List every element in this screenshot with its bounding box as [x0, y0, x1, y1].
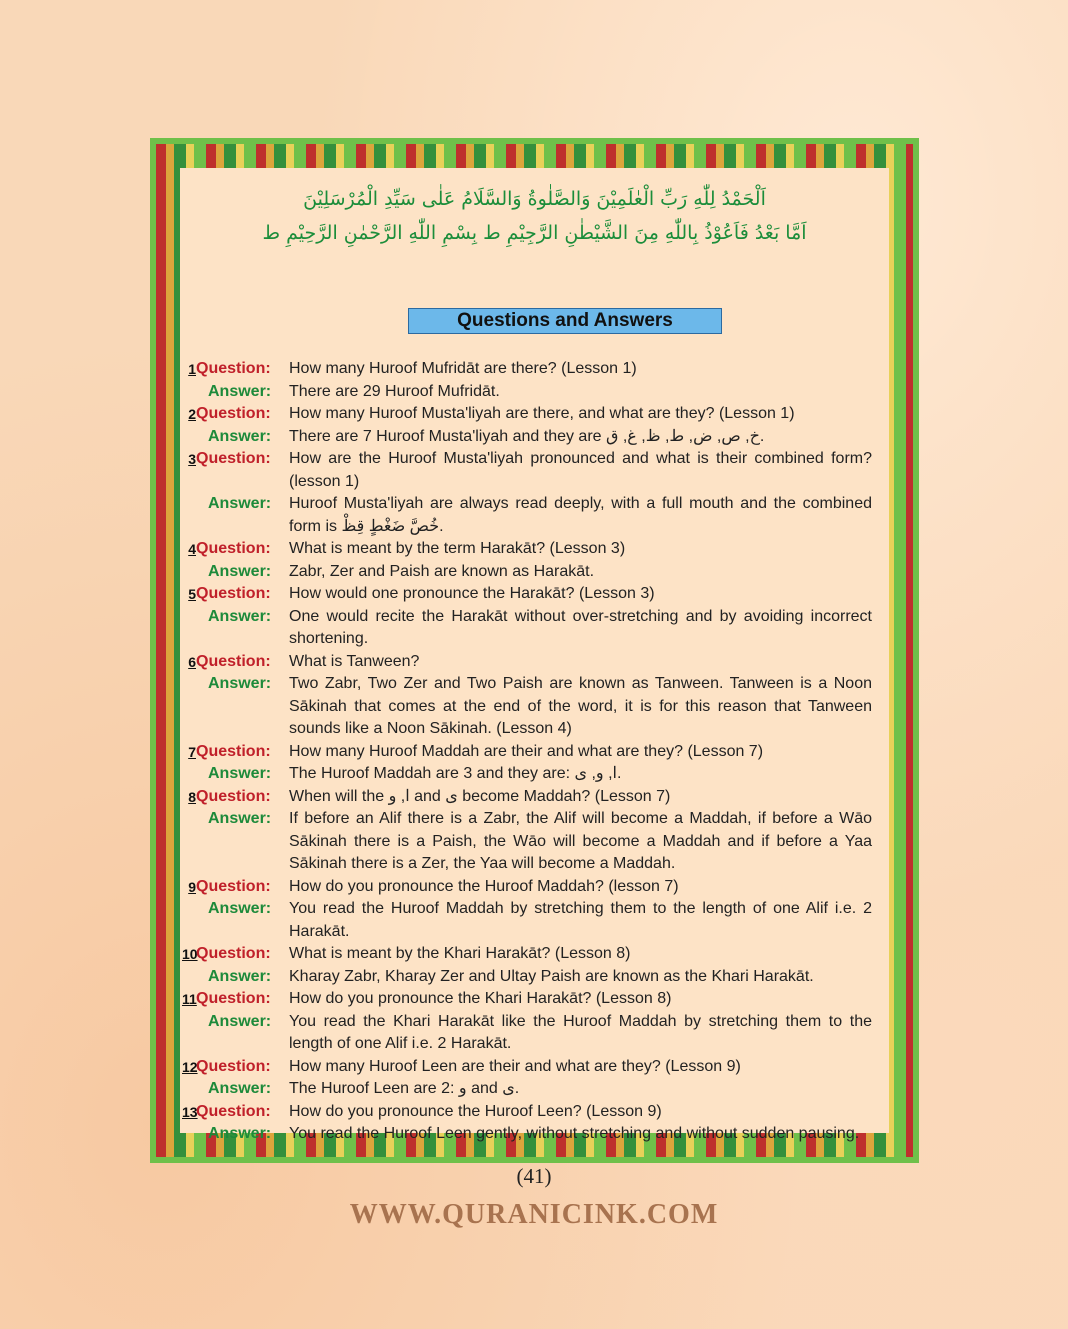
answer-label: Answer: [208, 810, 272, 827]
answer-row [182, 426, 872, 449]
question-row [182, 1101, 872, 1124]
page-frame [150, 138, 919, 1163]
question-row [182, 403, 872, 426]
question-number: 10 [182, 946, 198, 962]
arabic-taawwuz-line: اَمَّا بَعْدُ فَاَعُوْذُ بِاللّٰهِ مِنَ الشَّیْطٰنِ الرَّجِیْمِ ط بِسْمِ اللّٰهِ الرَّحْمٰنِ الرَّحِیْمِ ط [262, 222, 807, 244]
question-row [182, 1056, 872, 1079]
content-panel [180, 168, 889, 1142]
question-text: How do you pronounce the Khari Harakāt? (Lesson 8) [289, 990, 672, 1007]
answer-label: Answer: [208, 675, 272, 692]
page-number: (41) [516, 1164, 552, 1188]
answer-text: One would recite the Harakāt without over-stretching and by avoiding incorrect shortening. [289, 607, 872, 647]
question-label: Question: [196, 742, 271, 760]
question-number: 2 [188, 406, 196, 422]
question-text: What is meant by the term Harakāt? (Lesson 3) [289, 540, 626, 557]
question-label: Question: [196, 1057, 271, 1075]
qa-list [182, 358, 872, 1146]
question-number: 11 [182, 991, 197, 1007]
question-label: Question: [196, 1102, 271, 1120]
question-row [182, 583, 872, 606]
question-text: How many Huroof Maddah are their and what are they? (Lesson 7) [289, 742, 764, 760]
answer-label: Answer: [208, 495, 272, 512]
question-label: Question: [196, 540, 271, 557]
page-title: Questions and Answers [408, 308, 722, 334]
question-label: Question: [196, 450, 271, 467]
question-row [182, 943, 872, 966]
question-text: What is meant by the Khari Harakāt? (Lesson 8) [289, 945, 631, 962]
answer-text: You read the Khari Harakāt like the Huroof Maddah by stretching them to the length of one Alif i.e. 2 Harakāt. [289, 1012, 872, 1052]
question-row [182, 538, 872, 561]
answer-label: Answer: [208, 967, 272, 985]
question-row [182, 876, 872, 899]
answer-label: Answer: [208, 900, 272, 917]
answer-label: Answer: [208, 562, 272, 580]
answer-row [182, 1011, 872, 1056]
answer-label: Answer: [208, 427, 272, 445]
answer-row [182, 673, 872, 741]
question-number: 13 [182, 1103, 198, 1120]
question-text: When will the ا, و and ی become Maddah? (Lesson 7) [289, 787, 671, 805]
answer-text: If before an Alif there is a Zabr, the Alif will become a Maddah, if before a Wāo Sākinah there is a Paish, the Wāo will become a Maddah and if before a Yaa Sākinah there is a Zer, the Yaa will become a Maddah. [289, 810, 872, 872]
question-row [182, 358, 872, 381]
answer-label: Answer: [208, 382, 272, 400]
answer-row [182, 1123, 872, 1146]
answer-text: You read the Huroof Leen gently, without stretching and without sudden pausing. [289, 1125, 860, 1142]
answer-label: Answer: [208, 1125, 272, 1142]
answer-text: Zabr, Zer and Paish are known as Harakāt. [289, 562, 595, 580]
question-number: 7 [188, 743, 196, 760]
question-row [182, 448, 872, 493]
answer-text: Kharay Zabr, Kharay Zer and Ultay Paish are known as the Khari Harakāt. [289, 967, 814, 985]
answer-label: Answer: [208, 765, 272, 782]
answer-row [182, 808, 872, 876]
arabic-praise-line: اَلْحَمْدُ لِلّٰهِ رَبِّ الْعٰلَمِیْنَ وَالصَّلٰوةُ وَالسَّلَامُ عَلٰی سَیِّدِ الْمُرْسَلِیْنَ [303, 188, 766, 210]
answer-text: Huroof Musta'liyah are always read deeply, with a full mouth and the combined form is خُصَّ ضَغْطٍ قِظْ. [289, 495, 872, 535]
question-label: Question: [196, 585, 271, 602]
answer-row [182, 898, 872, 943]
question-text: What is Tanween? [289, 652, 420, 670]
question-label: Question: [196, 405, 271, 422]
answer-label: Answer: [208, 607, 272, 625]
answer-text: There are 29 Huroof Mufridāt. [289, 382, 500, 400]
question-number: 1 [188, 361, 196, 377]
answer-text: Two Zabr, Two Zer and Two Paish are known as Tanween. Tanween is a Noon Sākinah that comes at the end of the word, it is for this reason that Tanween sounds like a Noon Sākinah. (Lesson 4) [289, 675, 872, 737]
answer-text: You read the Huroof Maddah by stretching them to the length of one Alif i.e. 2 Harakāt. [289, 900, 872, 940]
question-row [182, 741, 872, 764]
question-number: 12 [182, 1058, 198, 1075]
answer-row [182, 1078, 872, 1101]
question-label: Question: [196, 360, 271, 377]
question-number: 4 [188, 541, 196, 557]
question-label: Question: [196, 877, 271, 895]
question-number: 8 [188, 788, 196, 805]
question-row [182, 988, 872, 1011]
question-text: How do you pronounce the Huroof Leen? (Lesson 9) [289, 1102, 662, 1120]
answer-row [182, 763, 872, 786]
answer-row [182, 606, 872, 651]
question-number: 6 [188, 653, 196, 670]
answer-row [182, 381, 872, 404]
question-row [182, 651, 872, 674]
answer-row [182, 561, 872, 584]
question-text: How many Huroof Musta'liyah are there, and what are they? (Lesson 1) [289, 405, 795, 422]
question-text: How many Huroof Mufridāt are there? (Lesson 1) [289, 360, 637, 377]
question-number: 9 [188, 878, 196, 895]
question-label: Question: [196, 990, 271, 1007]
answer-text: The Huroof Leen are 2: و and ی. [289, 1080, 520, 1097]
answer-label: Answer: [208, 1012, 272, 1030]
answer-text: The Huroof Maddah are 3 and they are: ا, و, ی. [289, 765, 622, 782]
question-text: How do you pronounce the Huroof Maddah? (lesson 7) [289, 877, 679, 895]
question-label: Question: [196, 787, 271, 805]
question-text: How would one pronounce the Harakāt? (Lesson 3) [289, 585, 655, 602]
question-number: 5 [188, 586, 196, 602]
question-text: How many Huroof Leen are their and what are they? (Lesson 9) [289, 1057, 741, 1075]
answer-row [182, 493, 872, 538]
question-label: Question: [196, 945, 271, 962]
question-number: 3 [188, 451, 196, 467]
answer-text: There are 7 Huroof Musta'liyah and they are خ, ص, ض, ط, ظ, غ, ق. [289, 427, 765, 445]
question-label: Question: [196, 652, 271, 670]
website-url: WWW.QURANICINK.COM [349, 1199, 719, 1230]
answer-label: Answer: [208, 1080, 272, 1097]
question-row [182, 786, 872, 809]
answer-row [182, 966, 872, 989]
question-text: How are the Huroof Musta'liyah pronounced and what is their combined form? (lesson 1) [289, 450, 872, 490]
